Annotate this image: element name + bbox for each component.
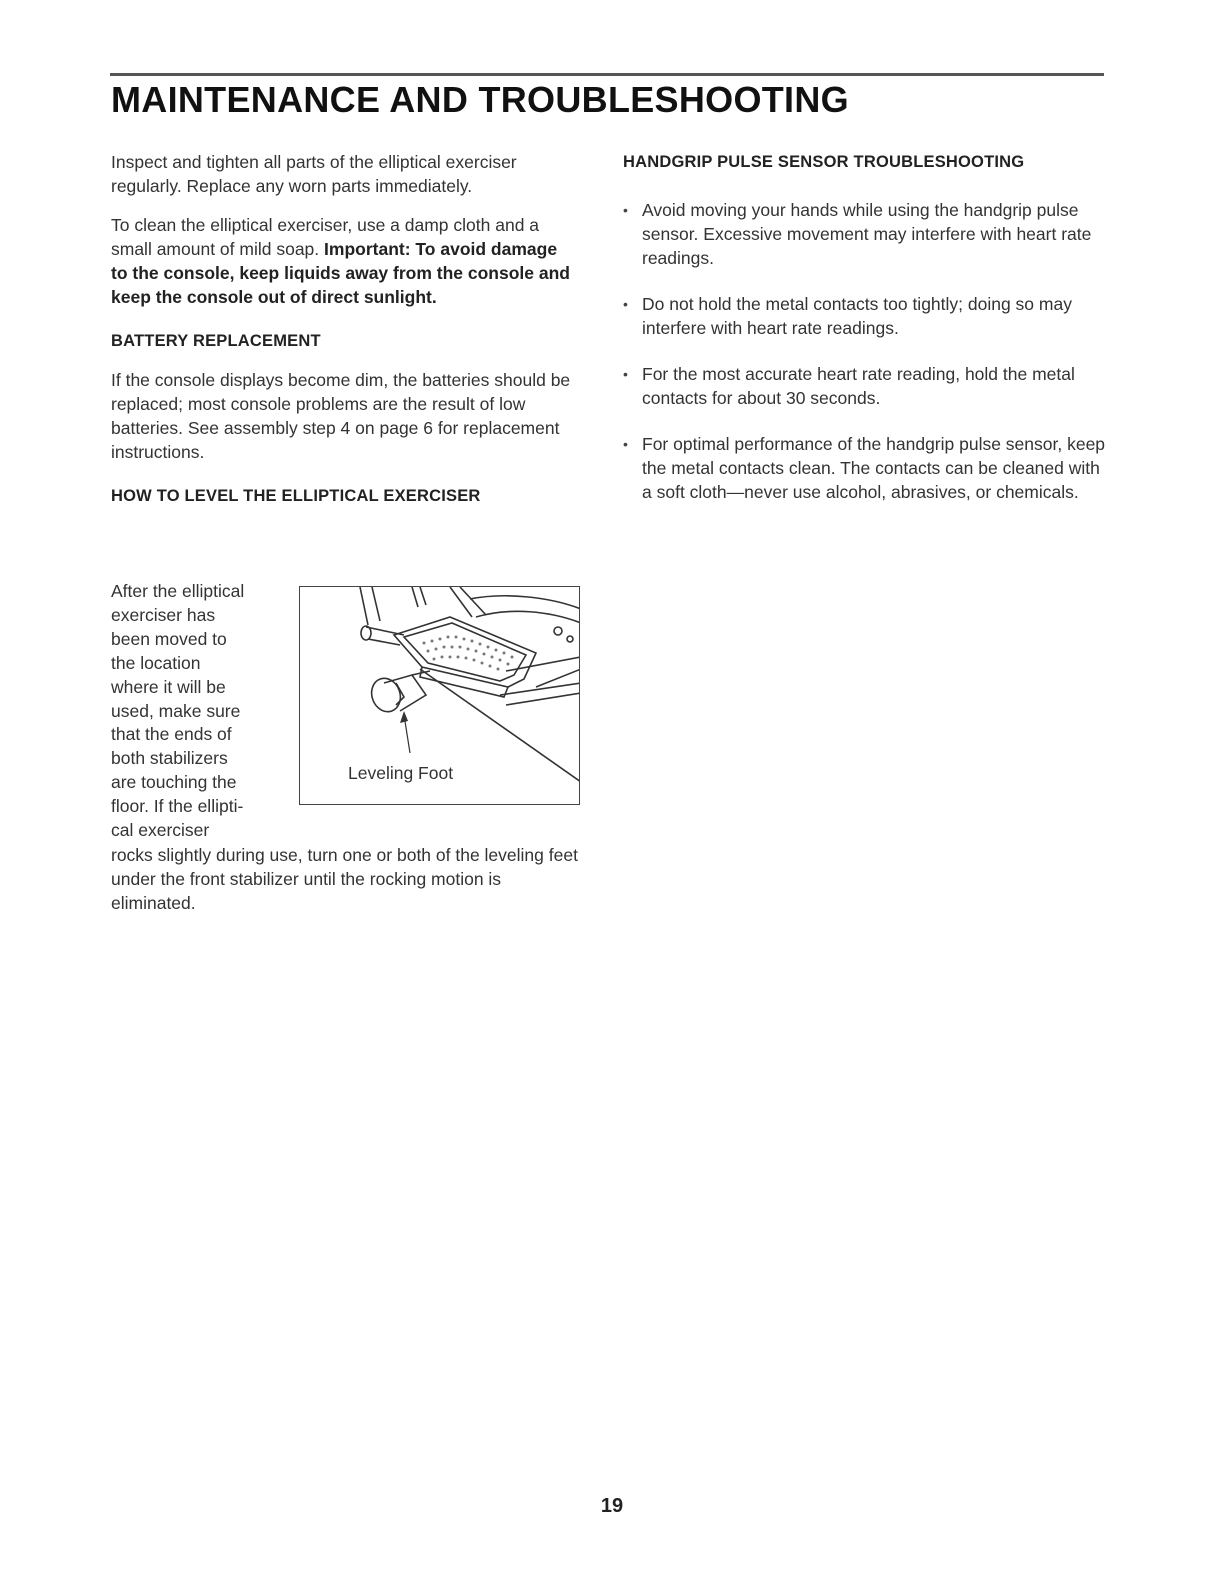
leveling-foot-illustration: [299, 586, 580, 805]
left-column: [111, 150, 581, 508]
level-wrap-text: [111, 580, 291, 843]
cleaning-important: Important: To avoid damage to the console, keep liquids away from the console and keep the console out of direct sunlight.: [111, 239, 570, 307]
level-paragraph-start: [111, 580, 291, 843]
level-paragraph-rest: rocks slightly during use, turn one or both of the leveling feet under the front stabilizer until the rocking motion is eliminated.: [111, 845, 578, 913]
cleaning-paragraph: [111, 213, 576, 309]
page-number: 19: [600, 1495, 624, 1517]
list-item: • For the most accurate heart rate reading, hold the metal contacts for about 30 seconds.: [623, 362, 1109, 410]
level-continuation: [111, 843, 581, 915]
battery-paragraph: If the console displays become dim, the batteries should be replaced; most console problems are the result of low batteries. See assembly step 4 on page 6 for replacement instructions.: [111, 370, 571, 462]
level-line: floor. If the ellipti-: [111, 796, 244, 817]
cleaning-text: To clean the elliptical exerciser, use a damp cloth and a small amount of mild soap.: [111, 215, 540, 259]
level-line: are touching the: [111, 772, 237, 793]
level-line: where it will be: [111, 676, 226, 697]
intro-paragraph: Inspect and tighten all parts of the elliptical exerciser regularly. Replace any worn parts immediately.: [111, 152, 517, 196]
figure-label: Leveling Foot: [348, 763, 454, 783]
level-line: both stabilizers: [111, 748, 228, 769]
list-item: • Avoid moving your hands while using the handgrip pulse sensor. Excessive movement may interfere with heart rate readings.: [623, 198, 1109, 270]
right-column: [623, 150, 1109, 504]
title-rule: [110, 73, 1104, 76]
level-line: cal exerciser: [111, 820, 210, 841]
level-heading: HOW TO LEVEL THE ELLIPTICAL EXERCISER: [111, 487, 481, 505]
list-item: • Do not hold the metal contacts too tightly; doing so may interfere with heart rate readings.: [623, 292, 1109, 340]
level-line: used, make sure: [111, 700, 241, 721]
battery-heading: BATTERY REPLACEMENT: [111, 332, 321, 350]
pulse-sensor-heading: HANDGRIP PULSE SENSOR TROUBLESHOOTING: [623, 153, 1025, 171]
level-line: exerciser has: [111, 604, 216, 625]
level-line: the location: [111, 652, 201, 673]
page-title: MAINTENANCE AND TROUBLESHOOTING: [111, 79, 849, 120]
level-line: been moved to: [111, 628, 227, 649]
level-line: that the ends of: [111, 724, 232, 745]
level-line: After the elliptical: [111, 581, 245, 601]
pulse-sensor-list: [623, 198, 1109, 504]
list-item: • For optimal performance of the handgrip pulse sensor, keep the metal contacts clean. The contacts can be cleaned with a soft cloth—never use alcohol, abrasives, or chemicals.: [623, 432, 1109, 504]
